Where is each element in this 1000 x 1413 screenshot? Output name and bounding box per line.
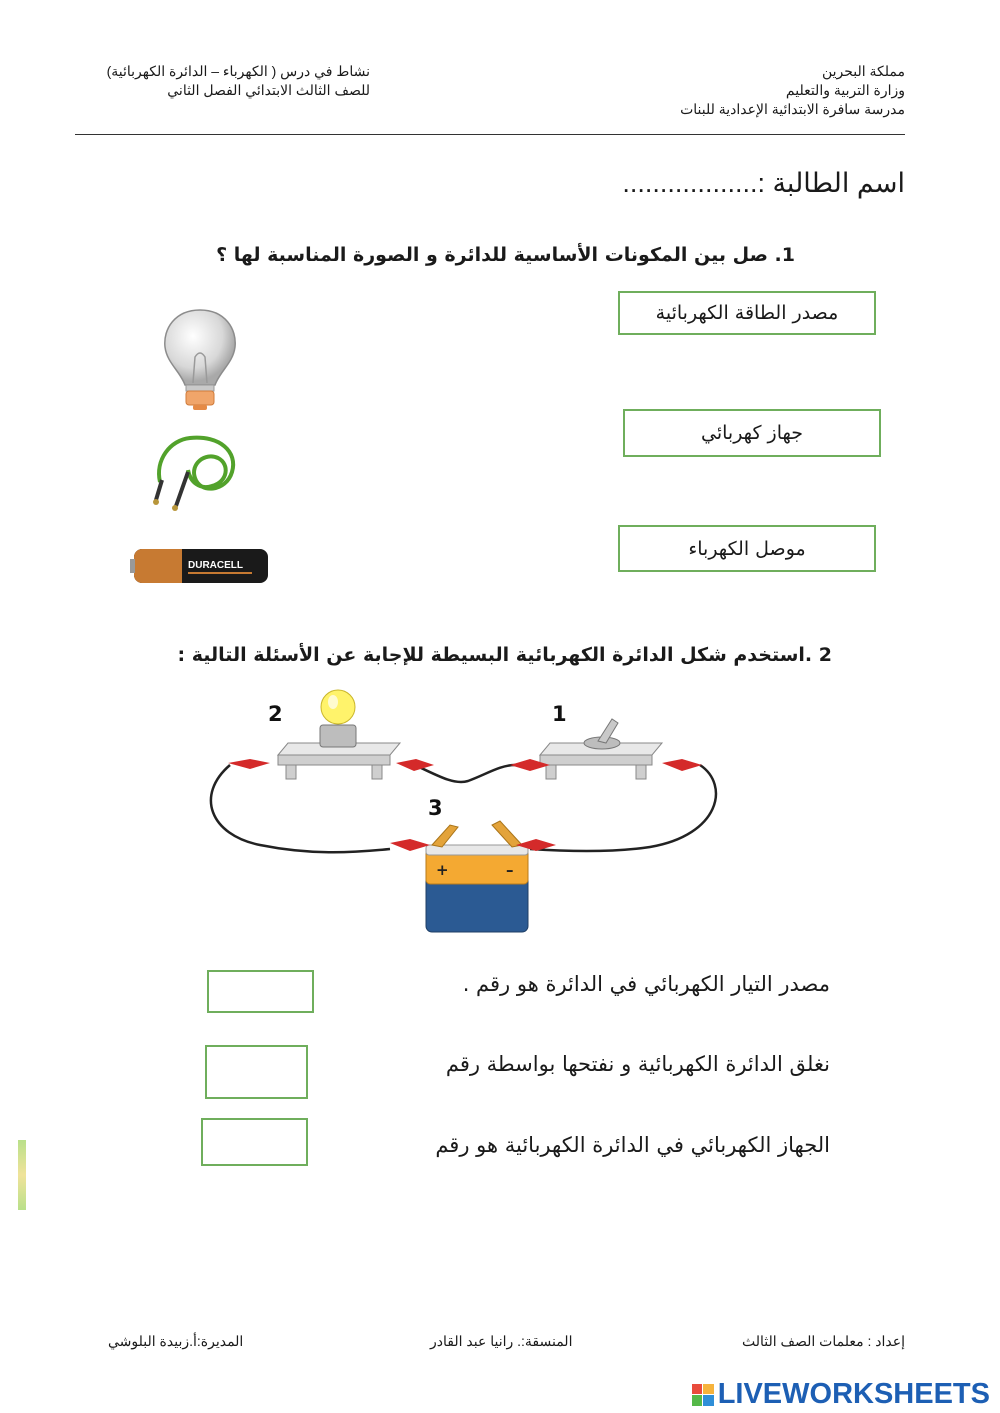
label-conductor[interactable] (618, 525, 876, 572)
header-ministry: وزارة التربية والتعليم (785, 82, 905, 98)
answer-box-3[interactable] (201, 1118, 308, 1166)
diagram-number-2: 2 (268, 702, 283, 726)
answer-box-1[interactable] (207, 970, 314, 1013)
wire-right (530, 765, 716, 851)
wire-middle (415, 765, 515, 782)
clip-bulb-right (396, 759, 434, 771)
switch-holder (540, 719, 662, 779)
label-conductor-text: موصل الكهرباء (688, 537, 806, 560)
header-activity: نشاط في درس ( الكهرباء – الدائرة الكهربائية) (106, 63, 370, 79)
footer-principal: المديرة:أ.زبيدة البلوشي (108, 1333, 244, 1349)
circuit-diagram (200, 685, 740, 940)
light-bulb-icon[interactable] (155, 305, 245, 415)
battery-icon[interactable] (130, 545, 275, 587)
footer-coordinator: المنسقة:. رانيا عبد القادر (430, 1333, 573, 1349)
header-divider (75, 134, 905, 135)
diagram-number-1: 1 (552, 702, 567, 726)
clip-switch-right (662, 759, 702, 771)
q1-prompt: 1. صل بين المكونات الأساسية للدائرة و الصورة المناسبة لها ؟ (216, 244, 795, 266)
statement-switch: نغلق الدائرة الكهربائية و نفتحها بواسطة رقم (445, 1052, 830, 1076)
liveworksheets-text: LIVEWORKSHEETS (717, 1378, 990, 1410)
header-grade: للصف الثالث الابتدائي الفصل الثاني (167, 82, 370, 98)
header-kingdom: مملكة البحرين (821, 63, 905, 79)
label-electric-device-text: جهاز كهربائي (701, 422, 803, 444)
diagram-number-3: 3 (428, 796, 443, 820)
liveworksheets-logo[interactable] (692, 1378, 990, 1411)
header-school: مدرسة سافرة الابتدائية الإعدادية للبنات (680, 101, 905, 117)
edge-decoration (18, 1140, 26, 1210)
clip-bulb-left (228, 759, 270, 769)
label-power-source[interactable] (618, 291, 876, 335)
q2-prompt: 2 .استخدم شكل الدائرة الكهربائية البسيطة للإجابة عن الأسئلة التالية : (177, 644, 832, 666)
statement-device: الجهاز الكهربائي في الدائرة الكهربائية هو رقم (435, 1133, 830, 1157)
student-name-field[interactable]: اسم الطالبة :.................. (622, 168, 905, 198)
battery-brand-text: DURACELL (188, 560, 243, 571)
answer-box-2[interactable] (205, 1045, 308, 1099)
label-electric-device[interactable] (623, 409, 881, 457)
footer-prepared-by: إعداد : معلمات الصف الثالث (741, 1333, 905, 1349)
clip-battery-left (390, 839, 430, 851)
wire-left (211, 765, 390, 852)
battery-plus-sign: + (436, 861, 449, 879)
label-power-source-text: مصدر الطاقة الكهربائية (655, 302, 839, 324)
circuit-battery (426, 821, 528, 932)
header-left (80, 62, 370, 100)
battery-minus-sign: – (506, 861, 514, 879)
liveworksheets-mark-icon (692, 1384, 714, 1406)
green-wire-icon[interactable] (150, 420, 245, 512)
header-right (575, 62, 905, 119)
bulb-holder (278, 690, 400, 779)
statement-power-source: مصدر التيار الكهربائي في الدائرة هو رقم . (462, 972, 830, 996)
